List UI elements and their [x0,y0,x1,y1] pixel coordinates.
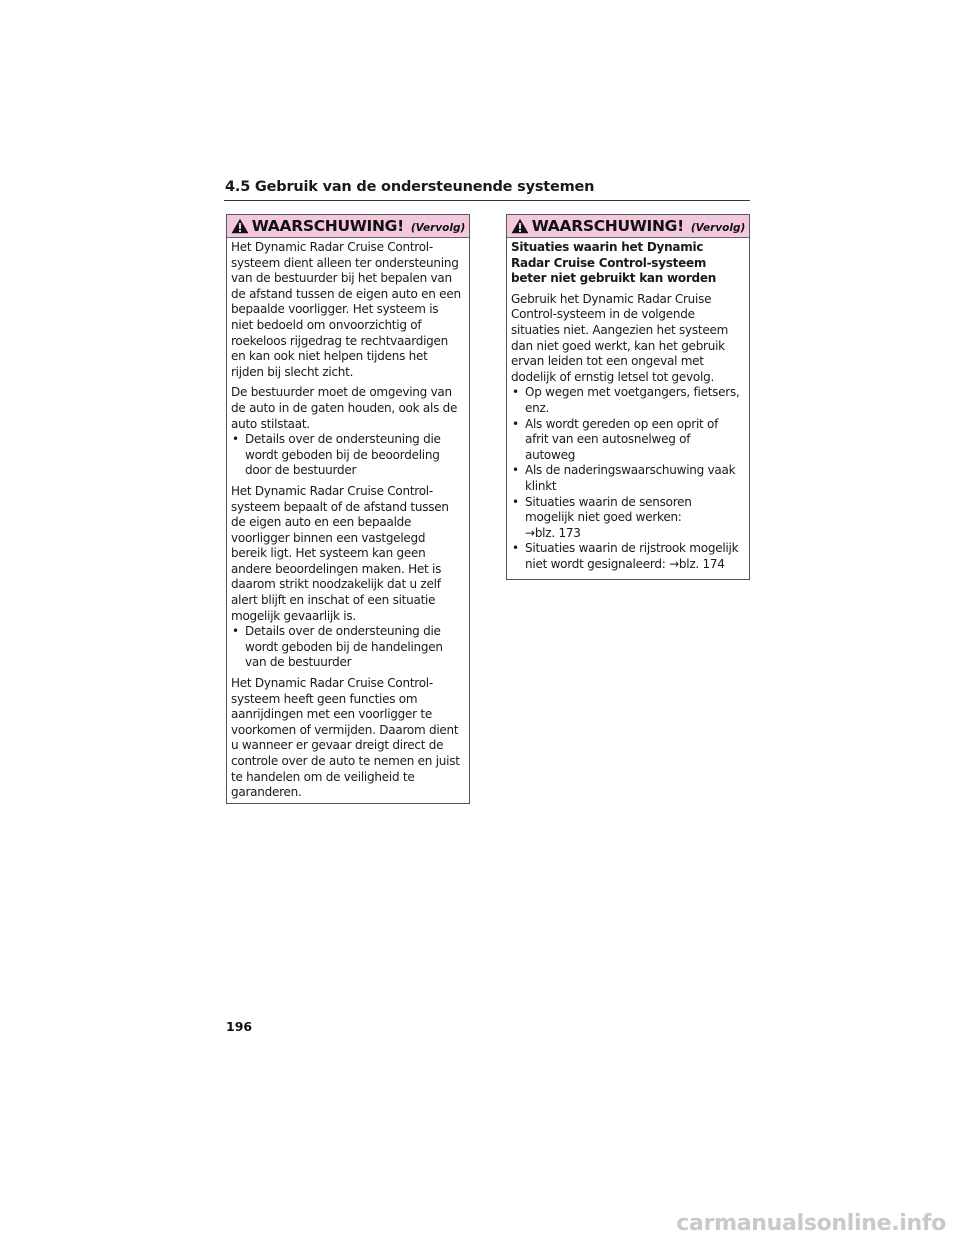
list-item-text: Situaties waarin de sensoren mogelijk niet goed werken: [525,494,692,525]
bullet-list [511,385,743,572]
arrow-right-icon: → [669,556,679,571]
warning-body [227,238,469,814]
bullet-list [231,432,463,479]
warning-header [507,215,749,238]
page-number: 196 [226,1019,253,1034]
warning-triangle-icon [231,218,249,234]
bullet-list [231,624,463,671]
warning-subtitle: Situaties waarin het Dynamic Radar Cruise Control-systeem beter niet gebruikt kan worden [511,240,717,286]
page-reference-link[interactable]: blz. 174 [678,556,725,571]
paragraph: Het Dynamic Radar Cruise Control-systeem heeft geen functies om aanrijdingen met een voorligger te voorkomen of vermijden. Daarom dient u wanneer er gevaar dreigt direct de controle over de auto te nemen en juist te handelen om de veiligheid te garanderen. [231,676,460,800]
list-item: • Als de naderingswaarschuwing vaak klinkt [511,463,743,494]
warning-triangle-icon [511,218,529,234]
list-item: • Details over de ondersteuning die wordt geboden bij de handelingen van de bestuurder [231,624,463,671]
paragraph: Het Dynamic Radar Cruise Control-systeem dient alleen ter ondersteuning van de bestuurder bij het bepalen van de afstand tussen de eigen auto en een bepaalde voorligger. Het systeem is niet bedoeld om onvoorzichtig of roekeloos rijgedrag te rechtvaardigen en kan ook niet helpen tijdens het rijden bij slecht zicht. [231,240,461,379]
section-header [224,178,750,201]
warning-title: WAARSCHUWING! [531,217,684,235]
warning-box-left [226,214,470,804]
list-item [511,495,743,542]
watermark: carmanualsonline.info [676,1211,946,1236]
section-title: 4.5 Gebruik van de ondersteunende systemen [225,179,595,195]
arrow-right-icon: → [525,525,535,540]
warning-body [507,238,749,585]
paragraph: Gebruik het Dynamic Radar Cruise Control-systeem in de volgende situaties niet. Aangezien het systeem dan niet goed werkt, kan het gebruik ervan leiden tot een ongeval met dodelijk of ernstig letsel tot gevolg. [511,291,729,384]
list-item-text: Situaties waarin de rijstrook mogelijk niet wordt gesignaleerd: [525,541,739,571]
list-item: • Als wordt gereden op een oprit of afrit van een autosnelweg of autoweg [511,417,743,464]
warning-title: WAARSCHUWING! [251,217,404,235]
list-item: • Details over de ondersteuning die wordt geboden bij de beoordeling door de bestuurder [231,432,463,479]
list-item: • Op wegen met voetgangers, fietsers, enz. [511,385,743,416]
warning-continued: (Vervolg) [410,222,466,234]
paragraph: Het Dynamic Radar Cruise Control-systeem bepaalt of de afstand tussen de eigen auto en een bepaalde voorligger binnen een vastgelegd bereik ligt. Het systeem kan geen andere beoordelingen maken. Het is daarom strikt noodzakelijk dat u zelf alert blijft en inschat of een situatie mogelijk gevaarlijk is. [231,483,449,623]
warning-box-right [506,214,750,580]
page-reference-link[interactable]: blz. 173 [534,525,581,540]
warning-header [227,215,469,238]
paragraph: De bestuurder moet de omgeving van de auto in de gaten houden, ook als de auto stilstaat. [231,385,458,431]
warning-continued: (Vervolg) [690,222,746,234]
list-item [511,541,743,572]
